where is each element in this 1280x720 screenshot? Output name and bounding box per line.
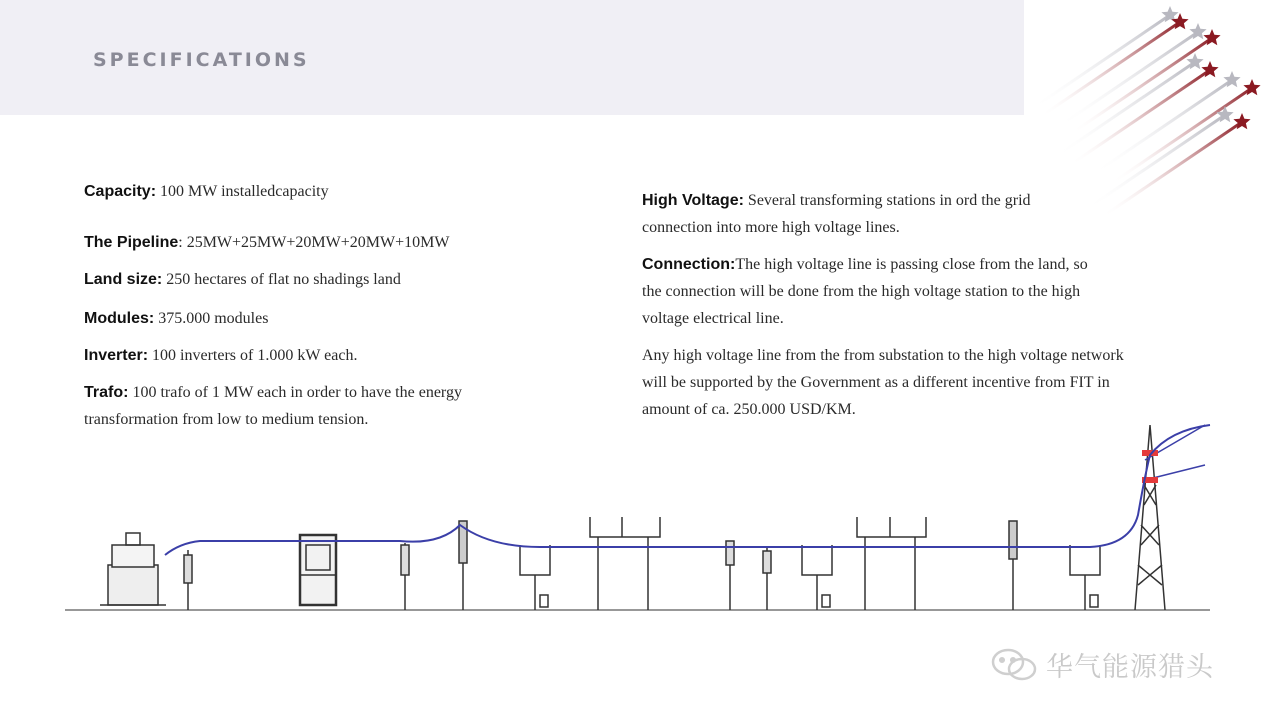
switchgear-cabinet-icon [300, 535, 336, 605]
watermark-text: 华气能源猎头 [1046, 652, 1214, 683]
watermark [990, 645, 1214, 684]
wechat-icon [990, 647, 1038, 683]
spec-modules: Modules: 375.000 modules [84, 310, 269, 327]
surge-arrester-icon [459, 521, 467, 610]
page-title: SPECIFICATIONS [93, 49, 310, 71]
breaker-unit-icon [520, 545, 550, 610]
spec-land-size: Land size: 250 hectares of flat no shadings land [84, 271, 401, 288]
spec-inverter: Inverter: 100 inverters of 1.000 kW each. [84, 347, 358, 364]
insulator-post-icon [401, 543, 409, 610]
star-tail [1058, 32, 1198, 127]
star-tail [1030, 15, 1170, 110]
specs-right-column [642, 187, 1132, 423]
spec-hv-incentive: Any high voltage line from the from substation to the high voltage network will be supported by the Government as a different incentive from FIT in amount of ca. 250.000 USD/KM. [642, 347, 1124, 418]
disconnector-tower-icon [590, 517, 660, 610]
insulator-post-icon [184, 550, 192, 610]
transmission-tower-icon [1135, 425, 1205, 610]
spec-pipeline: The Pipeline: 25MW+25MW+20MW+20MW+10MW [84, 234, 450, 251]
substation-diagram [60, 405, 1280, 630]
surge-arrester-icon [1009, 521, 1017, 610]
star-tail [1070, 70, 1210, 165]
spec-high-voltage: High Voltage: Several transforming stations in ord the grid connection into more high voltage lines. [642, 192, 1031, 236]
spec-connection: Connection:The high voltage line is passing close from the land, so the connection will be done from the high voltage station to the high voltage electrical line. [642, 256, 1088, 327]
star-tail [1072, 38, 1212, 133]
star-tail [1055, 62, 1195, 157]
insulator-post-icon [763, 547, 771, 610]
transformer-icon [100, 533, 166, 605]
breaker-unit-icon [1070, 545, 1100, 610]
breaker-unit-icon [802, 545, 832, 610]
disconnector-tower-icon [857, 517, 926, 610]
spec-trafo: Trafo: 100 trafo of 1 MW each in order to have the energy transformation from low to medium tension. [84, 384, 462, 428]
specs-left-column [84, 178, 554, 433]
star-tail [1112, 88, 1252, 183]
insulator-post-icon [726, 541, 734, 610]
spec-capacity: Capacity: 100 MW installedcapacity [84, 183, 329, 200]
star-tail [1040, 22, 1180, 117]
star-tail [1092, 80, 1232, 175]
